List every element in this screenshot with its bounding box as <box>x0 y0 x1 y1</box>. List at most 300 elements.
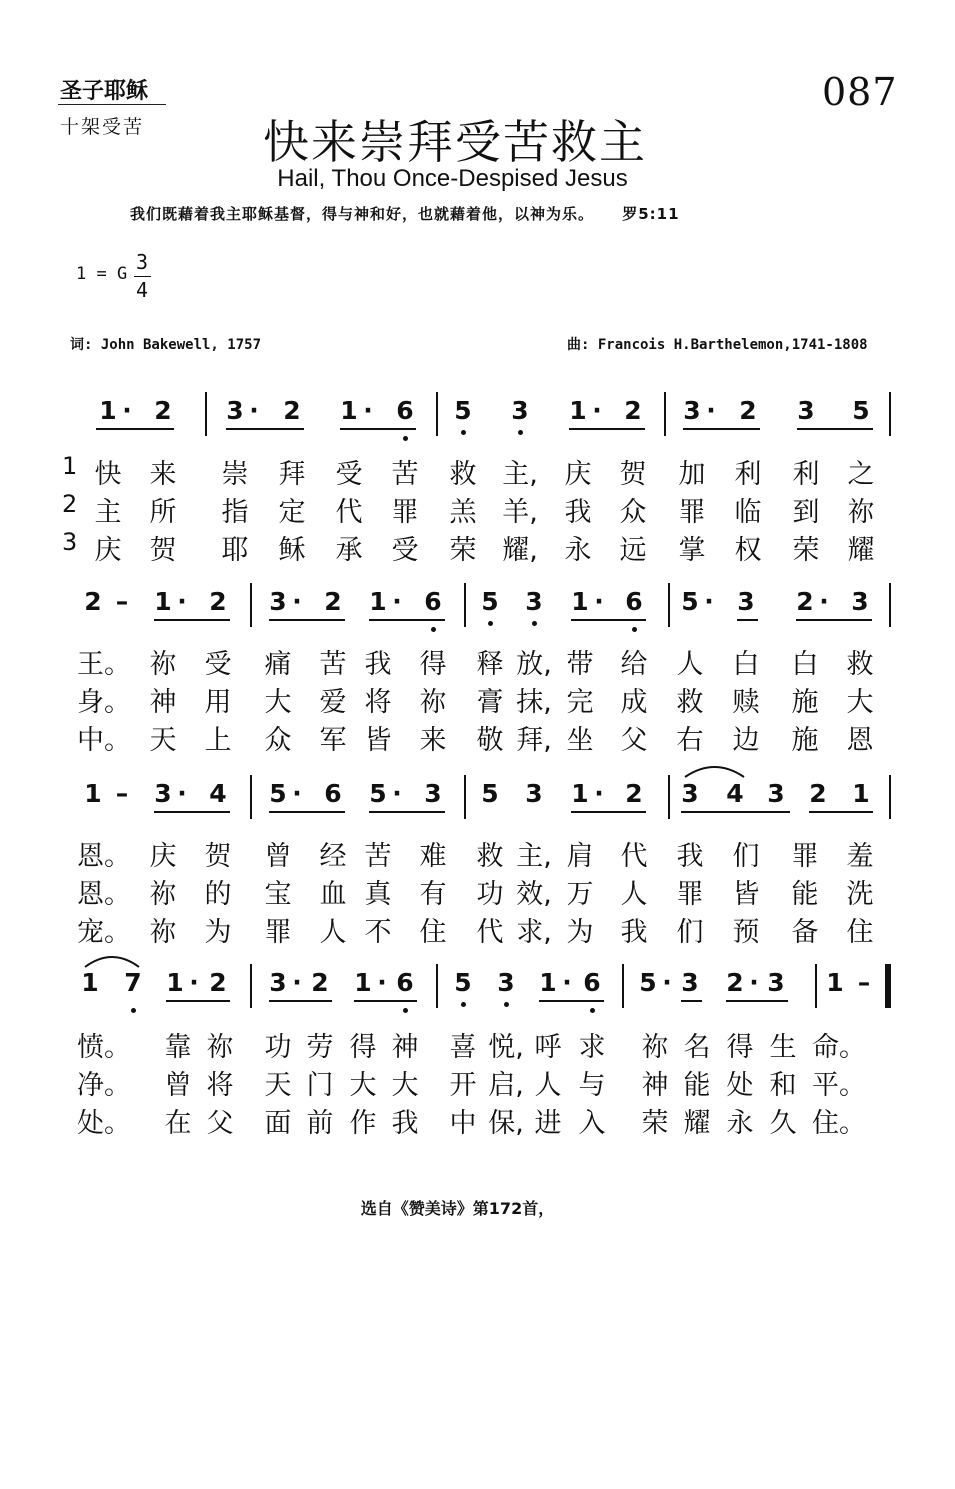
lyric-char: 给 <box>620 649 648 680</box>
lyric-char: 父 <box>620 725 648 756</box>
lyric-char: 边 <box>732 725 760 756</box>
bar-line <box>205 392 207 436</box>
lyric-char: 肩 <box>566 841 594 872</box>
lyric-char: 爱 <box>319 687 347 718</box>
jianpu-note: 5 <box>369 779 387 808</box>
beam-underline <box>340 428 416 430</box>
low-octave-dot <box>403 1008 408 1013</box>
jianpu-note: 3 <box>797 396 815 425</box>
jianpu-note: 1 <box>81 968 99 997</box>
lyricist-credit: 词: John Bakewell, 1757 <box>70 337 262 353</box>
lyric-char: 进 <box>534 1108 562 1139</box>
lyric-char: 白 <box>732 649 760 680</box>
lyric-char: 利 <box>734 459 762 490</box>
lyric-char: 祢 <box>149 649 177 680</box>
lyric-char: 耀 <box>847 535 875 566</box>
lyric-char: 喜 <box>449 1032 477 1063</box>
bar-line <box>668 775 670 819</box>
lyric-char: 开 <box>449 1070 477 1101</box>
lyric-char: 曾 <box>264 841 292 872</box>
jianpu-note: – <box>115 779 129 808</box>
jianpu-note: · <box>189 968 199 997</box>
beam-underline <box>154 619 230 621</box>
jianpu-note: · <box>292 968 302 997</box>
lyric-char: 大 <box>846 687 874 718</box>
lyric-char: 庆 <box>149 841 177 872</box>
beam-underline <box>269 811 345 813</box>
jianpu-note: 3 <box>681 968 699 997</box>
jianpu-note: · <box>177 587 187 616</box>
beam-underline <box>269 1000 332 1002</box>
lyric-char: 呼 <box>534 1032 562 1063</box>
lyric-char: 住 <box>419 917 447 948</box>
jianpu-note: · <box>592 396 602 425</box>
final-barline <box>885 964 890 1008</box>
slur-curve <box>85 957 139 967</box>
bar-line <box>436 392 438 436</box>
lyric-char: 求 <box>578 1032 606 1063</box>
jianpu-note: 3 <box>681 779 699 808</box>
lyric-char: 罪 <box>676 879 704 910</box>
category-sub: 十架受苦 <box>60 116 145 138</box>
lyric-char: 罪 <box>391 497 419 528</box>
lyric-char: 众 <box>619 497 647 528</box>
lyric-char: 王。 <box>77 649 131 680</box>
lyric-char: 罪 <box>264 917 292 948</box>
lyric-char: 永 <box>726 1108 754 1139</box>
high-octave-dot <box>532 621 537 626</box>
category-divider <box>58 104 166 105</box>
lyric-char: 坐 <box>566 725 594 756</box>
jianpu-note: 3 <box>767 968 785 997</box>
lyric-char: 指 <box>221 497 249 528</box>
bar-line <box>622 964 624 1008</box>
jianpu-note: · <box>819 587 829 616</box>
jianpu-note: 6 <box>396 968 414 997</box>
beam-underline <box>737 619 758 621</box>
jianpu-note: 2 <box>726 968 744 997</box>
lyric-char: 军 <box>319 725 347 756</box>
jianpu-note: · <box>377 968 387 997</box>
lyric-char: 预 <box>732 917 760 948</box>
slur-arc <box>84 953 140 969</box>
jianpu-note: · <box>122 396 132 425</box>
jianpu-note: 5 <box>454 396 472 425</box>
category-main: 圣子耶稣 <box>60 78 149 104</box>
lyric-char: 天 <box>264 1070 292 1101</box>
lyric-char: 处 <box>726 1070 754 1101</box>
jianpu-note: 7 <box>124 968 142 997</box>
jianpu-note: · <box>392 779 402 808</box>
beam-underline <box>96 428 174 430</box>
jianpu-note: 6 <box>396 396 414 425</box>
beam-underline <box>726 1000 788 1002</box>
lyric-char: 恩。 <box>77 879 131 910</box>
lyric-char: 入 <box>578 1108 606 1139</box>
jianpu-note: 2 <box>324 587 342 616</box>
lyric-char: 的 <box>204 879 232 910</box>
lyric-char: 启, <box>488 1070 524 1101</box>
lyric-char: 我 <box>364 649 392 680</box>
lyric-char: 祢 <box>149 879 177 910</box>
beam-underline <box>569 428 645 430</box>
lyric-char: 所 <box>149 497 177 528</box>
composer-credit: 曲: Francois H.Barthelemon,1741-1808 <box>567 337 868 353</box>
jianpu-note: 1 <box>154 587 172 616</box>
bar-line <box>436 964 438 1008</box>
scripture-verse <box>130 203 680 224</box>
lyric-char: 救 <box>476 841 504 872</box>
high-octave-dot <box>461 430 466 435</box>
lyric-char: 快 <box>94 459 122 490</box>
hymn-subtitle: Hail, Thou Once-Despised Jesus <box>277 165 628 192</box>
lyric-char: 劳 <box>306 1032 334 1063</box>
jianpu-note: · <box>562 968 572 997</box>
beam-underline <box>369 811 445 813</box>
lyric-char: 到 <box>792 497 820 528</box>
lyric-char: 远 <box>619 535 647 566</box>
verse-text: 我们既藉着我主耶稣基督，得与神和好，也就藉着他，以神为乐。 <box>130 205 595 223</box>
lyric-char: 保, <box>488 1108 524 1139</box>
verse-number: 1 <box>62 452 78 480</box>
lyric-char: 难 <box>419 841 447 872</box>
lyric-char: 释 <box>476 649 504 680</box>
lyric-char: 神 <box>391 1032 419 1063</box>
jianpu-note: 1 <box>369 587 387 616</box>
bar-line <box>250 583 252 627</box>
jianpu-note: 1 <box>826 968 844 997</box>
lyric-char: 贺 <box>204 841 232 872</box>
lyric-char: 洗 <box>846 879 874 910</box>
lyric-char: 放, <box>516 649 552 680</box>
lyric-char: 们 <box>676 917 704 948</box>
jianpu-note: 1 <box>354 968 372 997</box>
beam-underline <box>369 619 445 621</box>
lyric-char: 拜 <box>278 459 306 490</box>
jianpu-note: · <box>177 779 187 808</box>
lyric-char: 祢 <box>206 1032 234 1063</box>
beam-underline <box>796 619 872 621</box>
lyric-char: 代 <box>335 497 363 528</box>
jianpu-note: 3 <box>269 968 287 997</box>
lyric-char: 荣 <box>792 535 820 566</box>
jianpu-note: 3 <box>737 587 755 616</box>
lyric-char: 能 <box>791 879 819 910</box>
hymn-title: 快来崇拜受苦救主 <box>263 115 647 169</box>
lyric-char: 受 <box>204 649 232 680</box>
jianpu-note: 3 <box>767 779 785 808</box>
lyric-char: 代 <box>620 841 648 872</box>
beam-underline <box>354 1000 417 1002</box>
lyric-char: 能 <box>683 1070 711 1101</box>
jianpu-note: 3 <box>525 779 543 808</box>
lyric-char: 耀 <box>683 1108 711 1139</box>
beam-underline <box>571 811 646 813</box>
lyric-char: 苦 <box>319 649 347 680</box>
jianpu-note: 2 <box>809 779 827 808</box>
jianpu-note: 2 <box>209 968 227 997</box>
jianpu-note: 3 <box>226 396 244 425</box>
high-octave-dot <box>518 430 523 435</box>
lyric-char: 来 <box>149 459 177 490</box>
lyric-char: 救 <box>449 459 477 490</box>
jianpu-note: 4 <box>726 779 744 808</box>
lyric-char: 大 <box>391 1070 419 1101</box>
lyric-char: 成 <box>620 687 648 718</box>
bar-line <box>250 775 252 819</box>
lyric-char: 效, <box>516 879 552 910</box>
jianpu-note: 5 <box>852 396 870 425</box>
lyric-char: 久 <box>769 1108 797 1139</box>
lyric-char: 来 <box>419 725 447 756</box>
lyric-char: 祢 <box>419 687 447 718</box>
lyric-char: 愤。 <box>77 1032 131 1063</box>
lyric-char: 荣 <box>641 1108 669 1139</box>
jianpu-note: – <box>115 587 129 616</box>
lyric-char: 用 <box>204 687 232 718</box>
time-signature-bottom: 4 <box>136 278 149 302</box>
lyric-char: 拜, <box>516 725 552 756</box>
lyric-char: 人 <box>676 649 704 680</box>
time-signature-top: 3 <box>136 250 149 274</box>
lyric-char: 曾 <box>164 1070 192 1101</box>
low-octave-dot <box>403 436 408 441</box>
jianpu-note: 3 <box>851 587 869 616</box>
bar-line <box>889 392 891 436</box>
lyric-char: 住。 <box>812 1108 866 1139</box>
lyric-char: 荣 <box>449 535 477 566</box>
verse-number: 3 <box>62 528 78 556</box>
lyric-char: 们 <box>732 841 760 872</box>
lyric-char: 痛 <box>264 649 292 680</box>
high-octave-dot <box>461 1002 466 1007</box>
lyric-char: 功 <box>476 879 504 910</box>
jianpu-note: · <box>749 968 759 997</box>
lyric-char: 得 <box>726 1032 754 1063</box>
jianpu-note: 2 <box>154 396 172 425</box>
jianpu-note: · <box>706 396 716 425</box>
lyric-char: 救 <box>676 687 704 718</box>
lyric-char: 我 <box>676 841 704 872</box>
lyric-char: 人 <box>620 879 648 910</box>
lyric-char: 万 <box>566 879 594 910</box>
jianpu-note: · <box>363 396 373 425</box>
jianpu-note: 3 <box>269 587 287 616</box>
lyric-char: 神 <box>149 687 177 718</box>
hymn-number: 087 <box>822 70 898 114</box>
jianpu-note: 4 <box>209 779 227 808</box>
slur-arc <box>684 763 745 779</box>
lyric-char: 父 <box>206 1108 234 1139</box>
verse-number: 2 <box>62 490 78 518</box>
jianpu-note: 2 <box>311 968 329 997</box>
key-signature: 1 = G <box>76 264 128 284</box>
lyric-char: 与 <box>578 1070 606 1101</box>
bar-line <box>464 775 466 819</box>
beam-underline <box>539 1000 604 1002</box>
jianpu-note: 6 <box>424 587 442 616</box>
lyric-char: 抹, <box>516 687 552 718</box>
lyric-char: 神 <box>641 1070 669 1101</box>
jianpu-note: 6 <box>583 968 601 997</box>
jianpu-note: 5 <box>454 968 472 997</box>
lyric-char: 祢 <box>149 917 177 948</box>
lyric-char: 和 <box>769 1070 797 1101</box>
lyric-char: 众 <box>264 725 292 756</box>
jianpu-note: 6 <box>324 779 342 808</box>
lyric-char: 平。 <box>812 1070 866 1101</box>
bar-line <box>664 392 666 436</box>
jianpu-note: 1 <box>84 779 102 808</box>
lyric-char: 功 <box>264 1032 292 1063</box>
lyric-char: 羊, <box>502 497 538 528</box>
low-octave-dot <box>632 627 637 632</box>
bar-line <box>250 964 252 1008</box>
lyric-char: 带 <box>566 649 594 680</box>
lyric-char: 为 <box>566 917 594 948</box>
lyric-char: 备 <box>791 917 819 948</box>
jianpu-note: 1 <box>166 968 184 997</box>
jianpu-note: 1 <box>571 587 589 616</box>
beam-underline <box>226 428 304 430</box>
jianpu-note: · <box>292 587 302 616</box>
lyric-char: 承 <box>335 535 363 566</box>
lyric-char: 主, <box>502 459 538 490</box>
lyric-char: 利 <box>792 459 820 490</box>
lyric-char: 人 <box>534 1070 562 1101</box>
beam-underline <box>809 811 873 813</box>
jianpu-note: 2 <box>283 396 301 425</box>
lyric-char: 受 <box>335 459 363 490</box>
lyric-char: 求, <box>516 917 552 948</box>
lyric-char: 耶 <box>221 535 249 566</box>
lyric-char: 受 <box>391 535 419 566</box>
jianpu-note: 5 <box>681 587 699 616</box>
bar-line <box>464 583 466 627</box>
lyric-char: 羔 <box>449 497 477 528</box>
lyric-char: 真 <box>364 879 392 910</box>
lyric-char: 永 <box>564 535 592 566</box>
jianpu-note: 3 <box>497 968 515 997</box>
jianpu-note: 5 <box>639 968 657 997</box>
jianpu-note: 5 <box>481 587 499 616</box>
beam-underline <box>269 619 345 621</box>
jianpu-note: 2 <box>624 396 642 425</box>
source-footer: 选自《赞美诗》第172首， <box>360 1199 555 1218</box>
lyric-char: 面 <box>264 1108 292 1139</box>
lyric-char: 得 <box>419 649 447 680</box>
lyric-char: 敬 <box>476 725 504 756</box>
lyric-char: 祢 <box>847 497 875 528</box>
jianpu-note: 2 <box>84 587 102 616</box>
lyric-char: 苦 <box>391 459 419 490</box>
jianpu-note: 3 <box>154 779 172 808</box>
jianpu-note: · <box>662 968 672 997</box>
lyric-char: 代 <box>476 917 504 948</box>
lyric-char: 祢 <box>641 1032 669 1063</box>
lyric-char: 悦, <box>488 1032 524 1063</box>
low-octave-dot <box>590 1008 595 1013</box>
lyric-char: 稣 <box>278 535 306 566</box>
jianpu-note: 6 <box>625 587 643 616</box>
lyric-char: 临 <box>734 497 762 528</box>
lyric-char: 权 <box>734 535 762 566</box>
beam-underline <box>166 1000 230 1002</box>
jianpu-note: 1 <box>539 968 557 997</box>
jianpu-note: 3 <box>683 396 701 425</box>
lyric-char: 宠。 <box>77 917 131 948</box>
lyric-char: 得 <box>349 1032 377 1063</box>
lyric-char: 救 <box>846 649 874 680</box>
lyric-char: 苦 <box>364 841 392 872</box>
lyric-char: 为 <box>204 917 232 948</box>
beam-underline <box>683 428 760 430</box>
lyric-char: 之 <box>847 459 875 490</box>
beam-underline <box>571 619 646 621</box>
beam-underline <box>797 428 873 430</box>
lyric-char: 贺 <box>149 535 177 566</box>
lyric-char: 净。 <box>77 1070 131 1101</box>
lyric-char: 门 <box>306 1070 334 1101</box>
lyric-char: 住 <box>846 917 874 948</box>
lyric-char: 身。 <box>77 687 131 718</box>
lyric-char: 大 <box>264 687 292 718</box>
jianpu-note: 2 <box>739 396 757 425</box>
lyric-char: 中。 <box>77 725 131 756</box>
lyric-char: 作 <box>349 1108 377 1139</box>
jianpu-note: 3 <box>424 779 442 808</box>
lyric-char: 罪 <box>791 841 819 872</box>
lyric-char: 膏 <box>476 687 504 718</box>
lyric-char: 贺 <box>619 459 647 490</box>
lyric-char: 羞 <box>846 841 874 872</box>
lyric-char: 施 <box>791 687 819 718</box>
slur-curve <box>685 767 744 777</box>
jianpu-note: 2 <box>796 587 814 616</box>
lyric-char: 命。 <box>812 1032 866 1063</box>
jianpu-note: · <box>594 587 604 616</box>
lyric-char: 人 <box>319 917 347 948</box>
jianpu-note: – <box>857 968 871 997</box>
jianpu-note: 3 <box>525 587 543 616</box>
lyric-char: 中 <box>449 1108 477 1139</box>
jianpu-note: · <box>594 779 604 808</box>
jianpu-note: 1 <box>569 396 587 425</box>
lyric-char: 庆 <box>564 459 592 490</box>
low-octave-dot <box>431 627 436 632</box>
lyric-char: 将 <box>364 687 392 718</box>
jianpu-note: 5 <box>269 779 287 808</box>
jianpu-note: 2 <box>625 779 643 808</box>
lyric-char: 有 <box>419 879 447 910</box>
lyric-char: 在 <box>164 1108 192 1139</box>
lyric-char: 名 <box>683 1032 711 1063</box>
lyric-char: 血 <box>319 879 347 910</box>
bar-line <box>889 583 891 627</box>
jianpu-note: 1 <box>99 396 117 425</box>
jianpu-note: · <box>292 779 302 808</box>
high-octave-dot <box>488 621 493 626</box>
lyric-char: 处。 <box>77 1108 131 1139</box>
lyric-char: 罪 <box>678 497 706 528</box>
lyric-char: 生 <box>769 1032 797 1063</box>
time-signature-line <box>134 276 151 277</box>
jianpu-note: 1 <box>571 779 589 808</box>
lyric-char: 上 <box>204 725 232 756</box>
jianpu-note: · <box>392 587 402 616</box>
lyric-char: 皆 <box>364 725 392 756</box>
lyric-char: 天 <box>149 725 177 756</box>
